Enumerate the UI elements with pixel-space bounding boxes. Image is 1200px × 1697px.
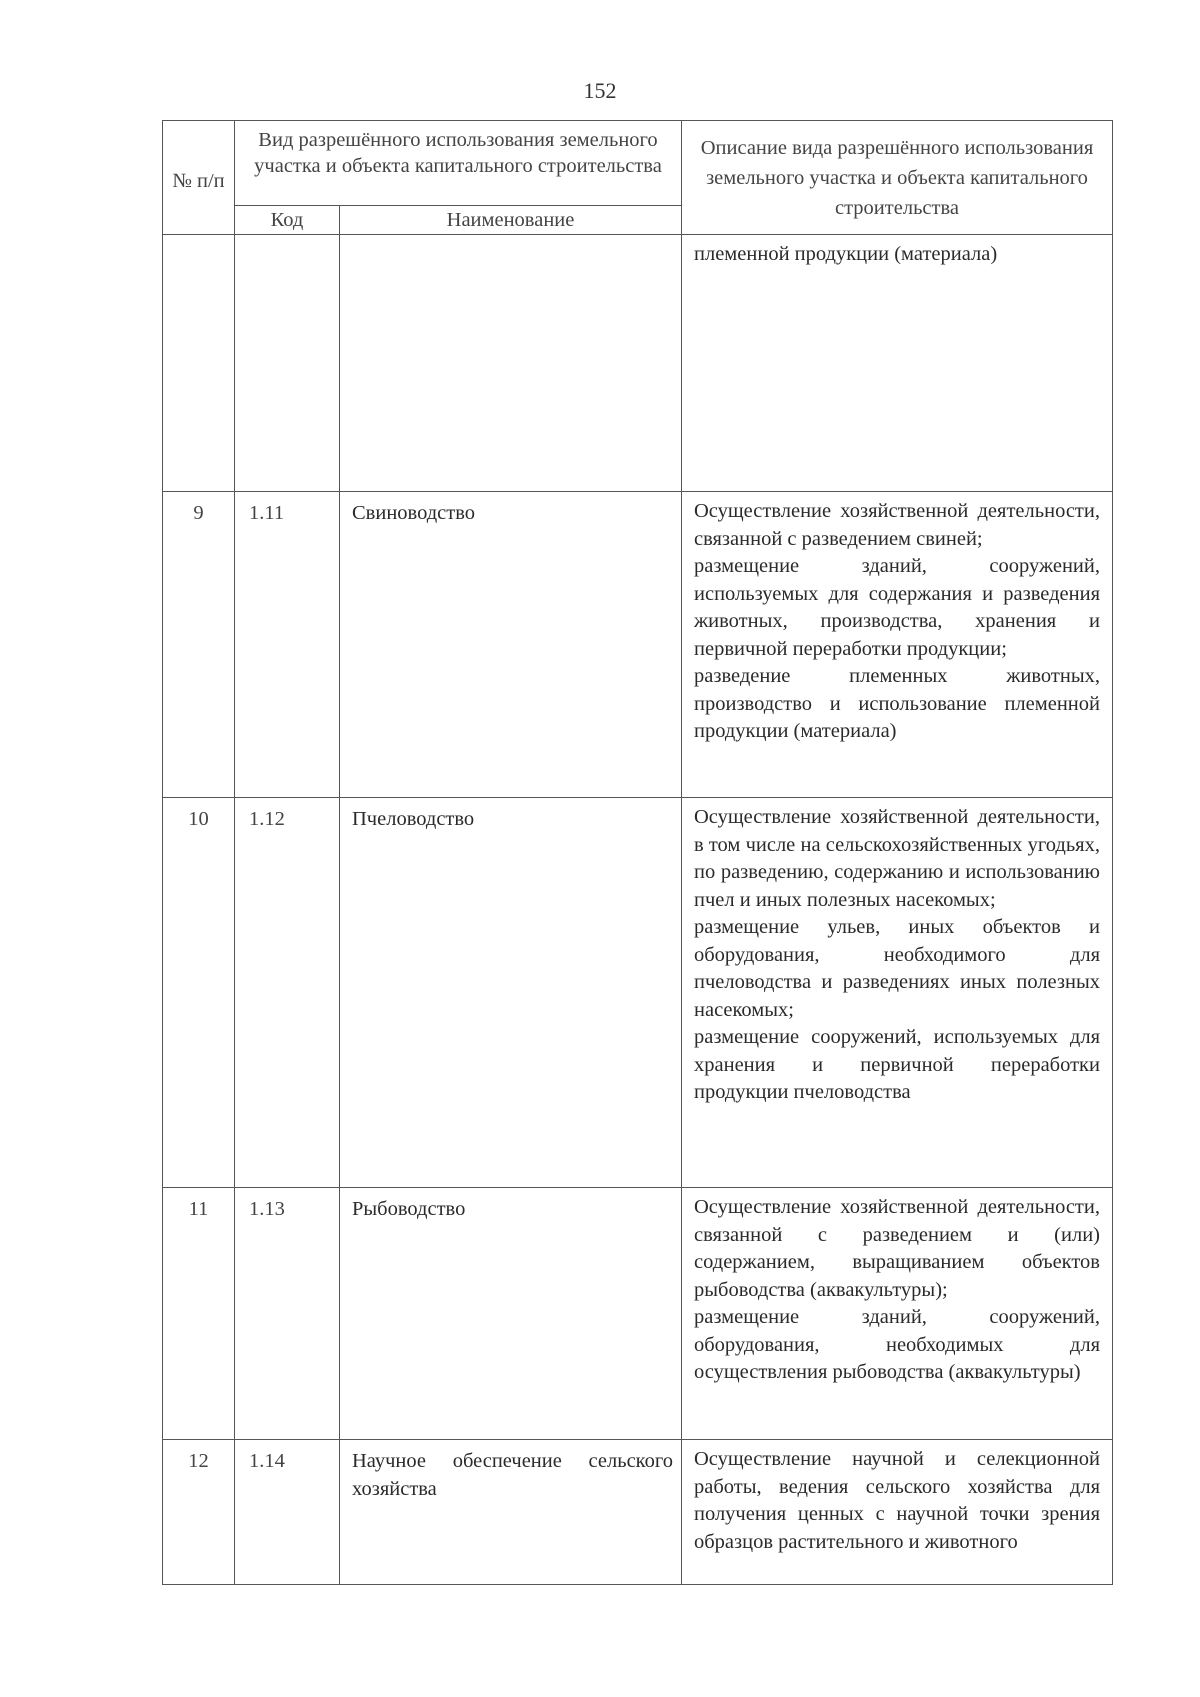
header-code: Код [235, 206, 340, 235]
row-code: 1.11 [235, 492, 340, 798]
description-paragraph: Осуществление научной и селекционной работы, ведения сельского хозяйства для получения ценных с научной точки зрения образцов растительного и животного [694, 1448, 1100, 1553]
table-row [163, 1440, 1113, 1585]
description-paragraph: размещение зданий, сооружений, оборудования, необходимых для осуществления рыбоводства (аквакультуры) [694, 1306, 1100, 1383]
row-code: 1.12 [235, 798, 340, 1188]
row-num [163, 235, 235, 492]
table-row [163, 1188, 1113, 1440]
row-description [682, 492, 1113, 798]
row-name: Рыбоводство [340, 1188, 682, 1440]
table-row [163, 235, 1113, 492]
row-name: Свиноводство [340, 492, 682, 798]
table-row [163, 492, 1113, 798]
table-row [163, 798, 1113, 1188]
description-paragraph: разведение племенных животных, производство и использование племенной продукции (материала) [694, 665, 1100, 742]
land-use-table [162, 120, 1113, 1585]
header-description: Описание вида разрешённого использования земельного участка и объекта капитального строительства [682, 121, 1113, 235]
description-paragraph: племенной продукции (материала) [694, 243, 998, 265]
row-description [682, 1440, 1113, 1585]
row-code: 1.14 [235, 1440, 340, 1585]
row-description [682, 798, 1113, 1188]
header-num: № п/п [163, 121, 235, 235]
header-name: Наименование [340, 206, 682, 235]
description-paragraph: размещение ульев, иных объектов и оборудования, необходимого для пчеловодства и разведениях иных полезных насекомых; [694, 916, 1100, 1021]
row-num: 11 [163, 1188, 235, 1440]
row-num: 10 [163, 798, 235, 1188]
row-code [235, 235, 340, 492]
row-num: 9 [163, 492, 235, 798]
page-number: 152 [583, 78, 617, 103]
row-num: 12 [163, 1440, 235, 1585]
table-header [163, 121, 1113, 235]
row-name: Научное обеспечение сельского хозяйства [340, 1440, 682, 1585]
table-body [163, 235, 1113, 1585]
row-code: 1.13 [235, 1188, 340, 1440]
description-paragraph: Осуществление хозяйственной деятельности, связанной с разведением свиней; [694, 500, 1100, 550]
description-paragraph: размещение зданий, сооружений, используемых для содержания и разведения животных, производства, хранения и первичной переработки продукции; [694, 555, 1100, 660]
description-paragraph: размещение сооружений, используемых для хранения и первичной переработки продукции пчеловодства [694, 1026, 1100, 1103]
description-paragraph: Осуществление хозяйственной деятельности, в том числе на сельскохозяйственных угодьях, по разведению, содержанию и использованию пчел и иных полезных насекомых; [694, 806, 1100, 911]
row-description [682, 1188, 1113, 1440]
row-name: Пчеловодство [340, 798, 682, 1188]
row-description [682, 235, 1113, 492]
header-type-group: Вид разрешённого использования земельного участка и объекта капитального строительства [235, 121, 682, 206]
description-paragraph: Осуществление хозяйственной деятельности, связанной с разведением и (или) содержанием, выращиванием объектов рыбоводства (аквакультуры); [694, 1196, 1100, 1301]
row-name [340, 235, 682, 492]
